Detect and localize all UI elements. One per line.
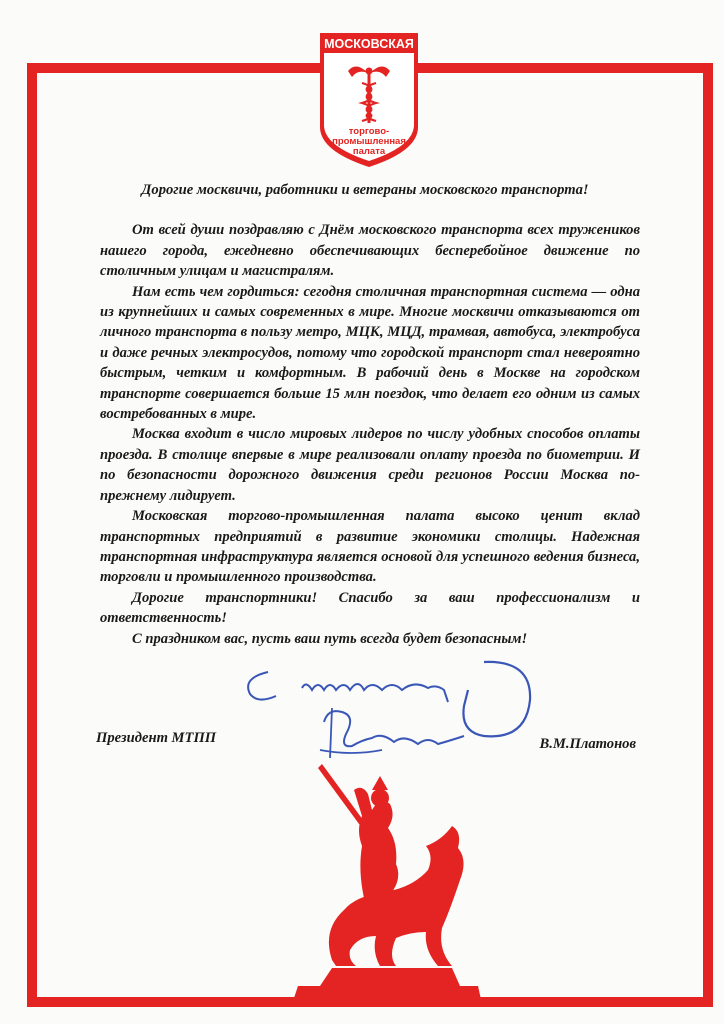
salutation: Дорогие москвичи, работники и ветераны московского транспорта!	[141, 182, 589, 198]
paragraph: Дорогие транспортники! Спасибо за ваш профессионализм и ответственность!	[100, 589, 640, 627]
logo-line-1: торгово-	[348, 126, 390, 137]
paragraph: Московская торгово-промышленная палата высоко ценит вклад транспортных предприятий в развитие экономики столицы. Надежная транспортная инфраструктура является основой для успешного ведения бизнеса, торговли и промышленного производства.	[100, 508, 640, 586]
paragraph: Нам есть чем гордиться: сегодня столичная транспортная система — одна из крупнейших и самых современных в мире. Многие москвичи отказываются от личного транспорта в пользу метро, МЦК, МЦД, трамвая, автобуса, электробуса и даже речных электросудов, потому что городской транспорт стал невероятно быстрым, четким и комфортным. В рабочий день в Москве на городском транспорте совершается больше 15 млн поездок, что делает его одним из самых востребованных в мире.	[100, 283, 640, 423]
signer-name: В.М.Платонов	[539, 736, 636, 752]
horseman-monument-icon	[292, 760, 482, 1004]
paragraph: От всей души поздравляю с Днём московского транспорта всех тружеников нашего города, ежедневно обеспечивающих бесперебойное движение по столичным улицам и магистралям.	[100, 222, 640, 280]
logo-line-2: промышленная	[332, 136, 406, 147]
paragraph: Москва входит в число мировых лидеров по числу удобных способов оплаты проезда. В столице впервые в мире реализовали оплату проезда по биометрии. И по безопасности дорожного движения среди регионов России Москва по-прежнему лидирует.	[100, 426, 640, 504]
signer-title: Президент МТПП	[96, 730, 217, 746]
handwritten-signature	[232, 650, 542, 770]
closing-line: С праздником вас, пусть ваш путь всегда будет безопасным!	[132, 630, 528, 647]
letter-body	[100, 180, 640, 649]
logo-line-3: палата	[352, 146, 386, 157]
signature-scribble-icon	[232, 650, 542, 770]
chamber-emblem-icon	[318, 31, 420, 169]
logo-top-text: МОСКОВСКАЯ	[324, 37, 414, 51]
chamber-logo	[318, 31, 420, 169]
horseman-statue-image	[292, 760, 482, 1004]
